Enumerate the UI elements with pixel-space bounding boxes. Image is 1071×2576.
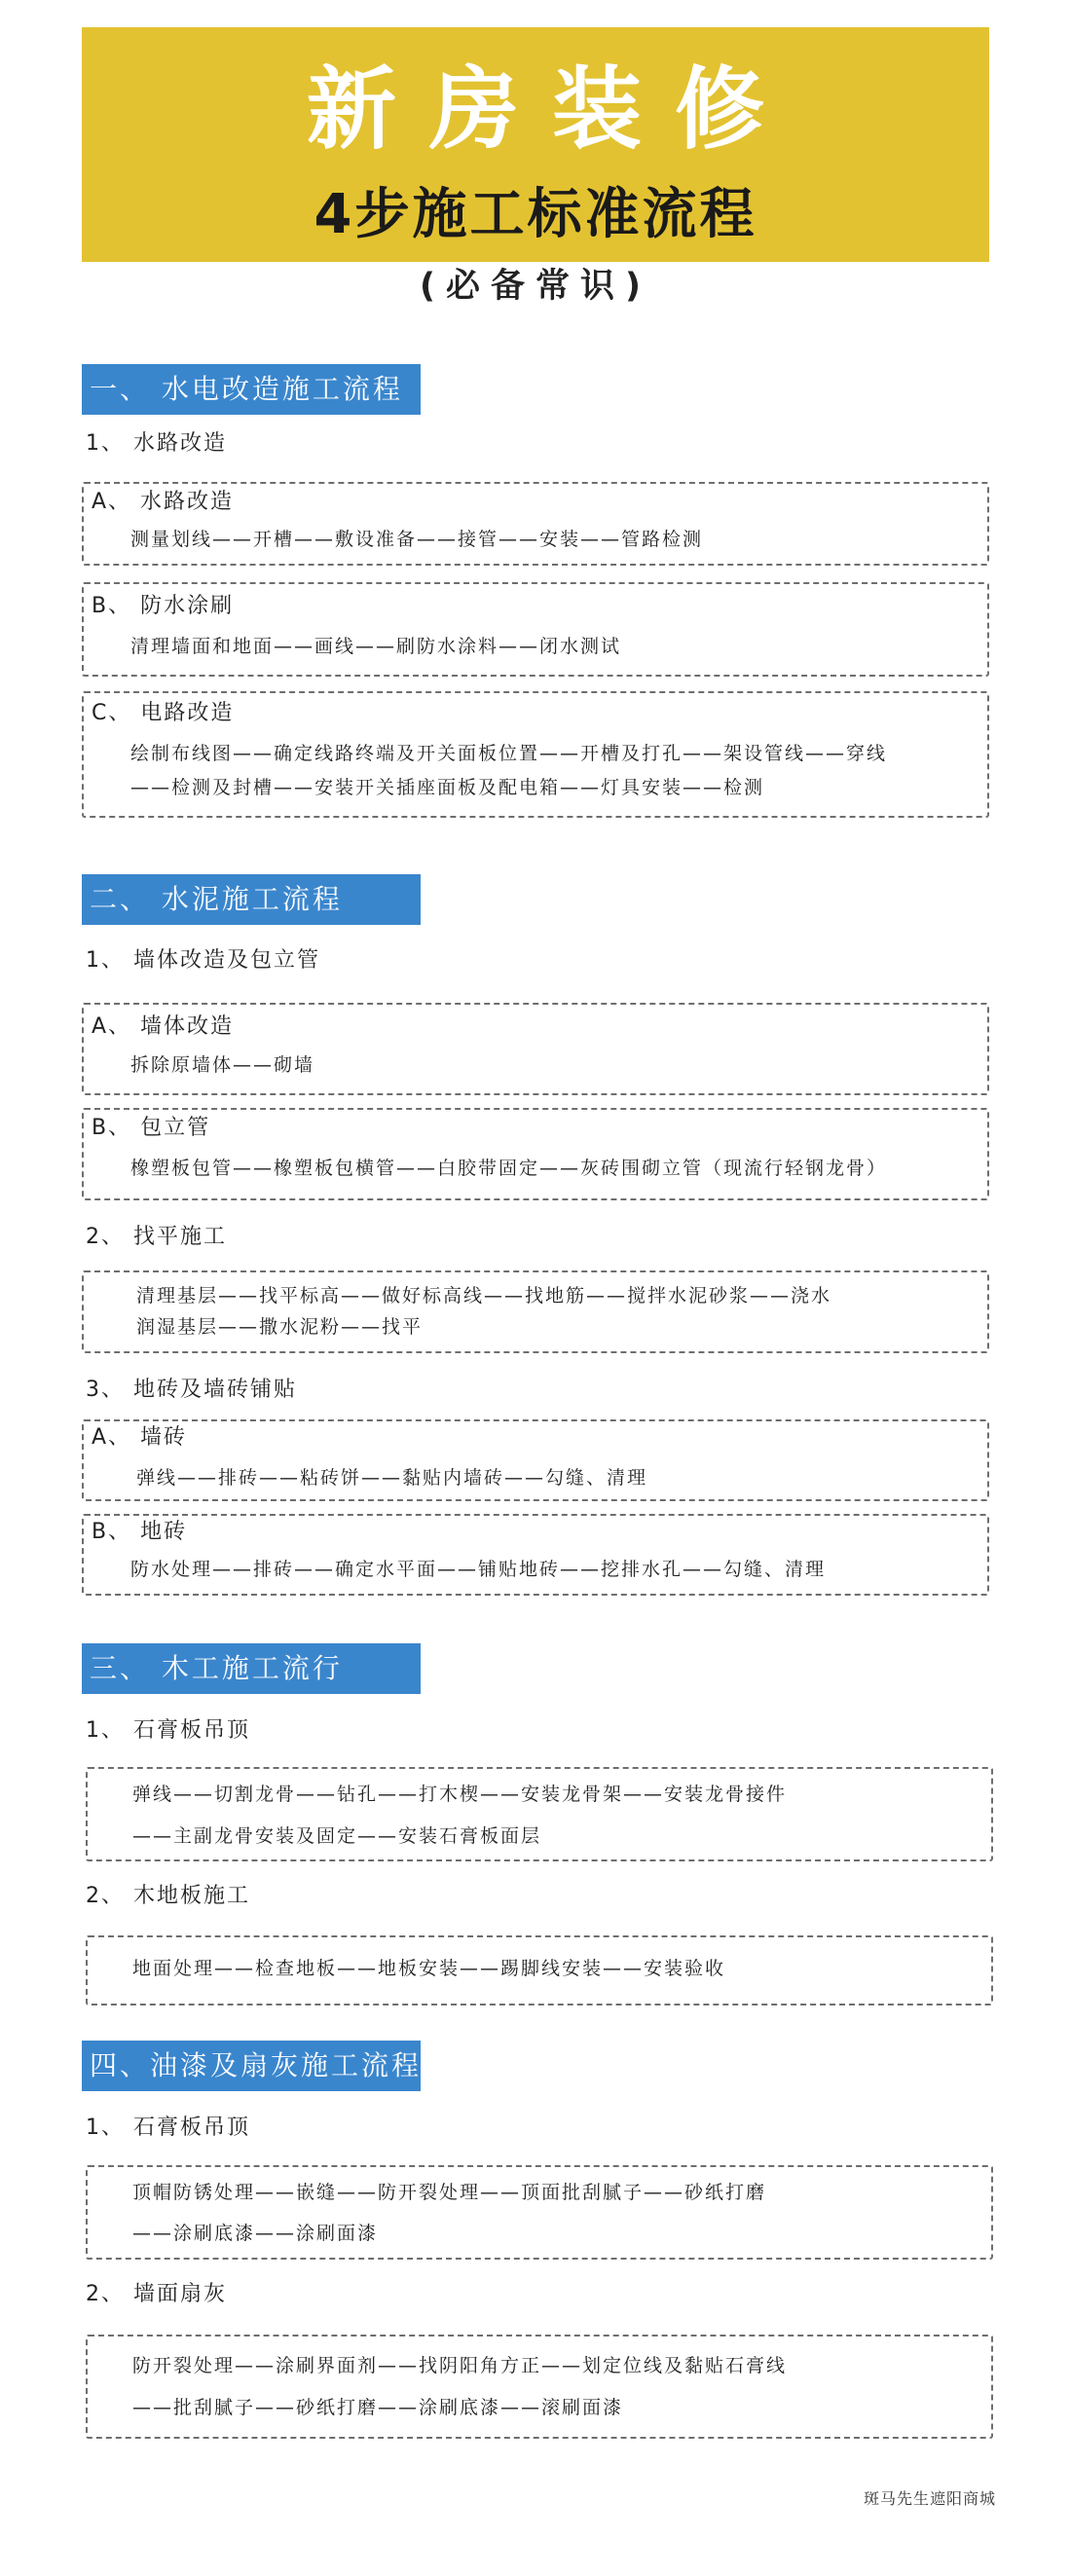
box-title: A、 墙砖 xyxy=(92,1425,188,1450)
box-title: B、 地砖 xyxy=(92,1520,188,1544)
box-line: 橡塑板包管——橡塑板包横管——白胶带固定——灰砖围砌立管（现流行轻钢龙骨） xyxy=(130,1158,888,1179)
process-box xyxy=(86,1767,993,1861)
box-line: 地面处理——检查地板——地板安装——踢脚线安装——安装验收 xyxy=(132,1958,726,1979)
process-box xyxy=(82,1514,989,1596)
box-line: ——主副龙骨安装及固定——安装石膏板面层 xyxy=(132,1825,542,1847)
footer-brand: 斑马先生遮阳商城 xyxy=(863,2489,996,2508)
box-title: B、 包立管 xyxy=(92,1116,211,1140)
box-line: 防水处理——排砖——确定水平面——铺贴地砖——挖排水孔——勾缝、清理 xyxy=(130,1559,827,1580)
item-label: 1、 水路改造 xyxy=(86,431,227,456)
box-line: 弹线——切割龙骨——钻孔——打木楔——安装龙骨架——安装龙骨接件 xyxy=(132,1784,788,1805)
box-line: ——批刮腻子——砂纸打磨——涂刷底漆——滚刷面漆 xyxy=(132,2397,624,2418)
process-box xyxy=(82,1108,989,1200)
box-title: A、 水路改造 xyxy=(92,490,235,514)
item-label: 2、 找平施工 xyxy=(86,1225,227,1249)
box-line: 拆除原墙体——砌墙 xyxy=(130,1054,315,1076)
box-line: 弹线——排砖——粘砖饼——黏贴内墙砖——勾缝、清理 xyxy=(136,1467,648,1489)
item-label: 2、 木地板施工 xyxy=(86,1884,250,1908)
process-box xyxy=(82,482,989,566)
banner-title: 新房装修 xyxy=(306,57,797,162)
process-box xyxy=(86,1935,993,2006)
item-label: 2、 墙面扇灰 xyxy=(86,2282,227,2306)
process-box xyxy=(82,691,989,818)
box-line: 润湿基层——撒水泥粉——找平 xyxy=(136,1316,424,1338)
section-header-2: 二、 水泥施工流程 xyxy=(82,874,421,925)
item-label: 1、 石膏板吊顶 xyxy=(86,2116,250,2140)
box-line: 测量划线——开槽——敷设准备——接管——安装——管路检测 xyxy=(130,529,704,550)
box-line: 顶帽防锈处理——嵌缝——防开裂处理——顶面批刮腻子——砂纸打磨 xyxy=(132,2182,767,2203)
process-box xyxy=(86,2165,993,2260)
banner-subtitle: 4步施工标准流程 xyxy=(314,183,757,246)
process-box xyxy=(82,1270,989,1353)
box-line: 清理基层——找平标高——做好标高线——找地筋——搅拌水泥砂浆——浇水 xyxy=(136,1285,832,1306)
process-box xyxy=(82,1003,989,1095)
box-title: B、 防水涂刷 xyxy=(92,594,235,618)
box-line: 防开裂处理——涂刷界面剂——找阴阳角方正——划定位线及黏贴石膏线 xyxy=(132,2355,788,2376)
section-header-3: 三、 木工施工流行 xyxy=(82,1643,421,1694)
item-label: 1、 石膏板吊顶 xyxy=(86,1718,250,1743)
process-box xyxy=(82,1419,989,1501)
page-subtitle: (必备常识) xyxy=(420,267,651,306)
box-title: C、 电路改造 xyxy=(92,701,235,725)
section-header-1: 一、 水电改造施工流程 xyxy=(82,364,421,415)
process-box xyxy=(82,582,989,677)
title-banner xyxy=(82,27,989,262)
item-label: 3、 地砖及墙砖铺贴 xyxy=(86,1378,297,1402)
box-line: ——涂刷底漆——涂刷面漆 xyxy=(132,2223,379,2244)
box-title: A、 墙体改造 xyxy=(92,1014,235,1039)
section-header-4: 四、油漆及扇灰施工流程 xyxy=(82,2041,421,2091)
box-line: ——检测及封槽——安装开关插座面板及配电箱——灯具安装——检测 xyxy=(130,777,765,798)
process-box xyxy=(86,2335,993,2439)
box-line: 清理墙面和地面——画线——刷防水涂料——闭水测试 xyxy=(130,636,622,657)
box-line: 绘制布线图——确定线路终端及开关面板位置——开槽及打孔——架设管线——穿线 xyxy=(130,743,888,764)
item-label: 1、 墙体改造及包立管 xyxy=(86,948,320,973)
